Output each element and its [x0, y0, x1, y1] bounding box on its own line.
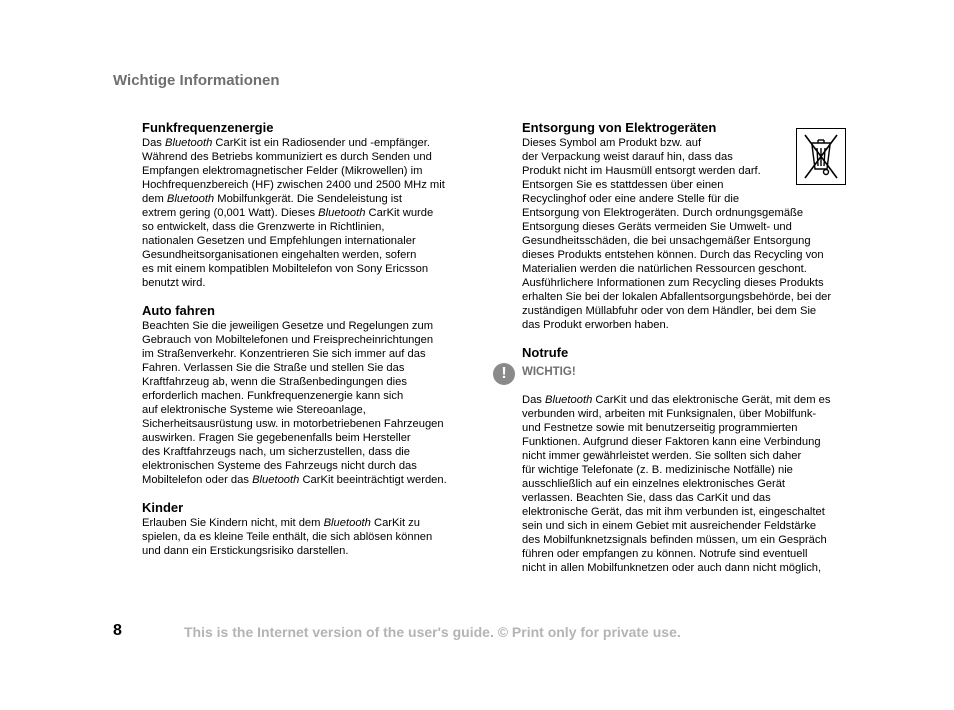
text-line	[522, 547, 852, 561]
page-number: 8	[113, 622, 122, 639]
text-segment: und dann ein Erstickungsrisiko darstellen.	[142, 545, 349, 557]
text-segment: es mit einem kompatiblen Mobiltelefon von Sony Ericsson	[142, 263, 429, 275]
paragraph-kinder	[142, 516, 477, 558]
text-segment: erforderlich machen. Funkfrequenzenergie kann sich	[142, 390, 404, 402]
text-line	[142, 361, 477, 375]
text-segment: sein und sich in einem Gebiet mit ausreichender Feldstärke	[522, 520, 817, 532]
text-segment: Gebrauch von Mobiltelefonen und Freisprecheinrichtungen	[142, 334, 434, 346]
text-line	[142, 276, 477, 290]
text-line	[142, 473, 477, 487]
text-segment: so entwickelt, dass die Grenzwerte in Richtlinien,	[142, 221, 385, 233]
text-segment: zuständigen Müllabfuhr oder von dem Händler, bei dem Sie	[522, 305, 817, 317]
text-segment: auswirken. Fragen Sie gegebenenfalls beim Hersteller	[142, 432, 411, 444]
paragraph-funk	[142, 136, 477, 290]
text-line	[142, 164, 477, 178]
text-segment: Erlauben Sie Kindern nicht, mit dem	[142, 517, 324, 529]
text-line	[522, 304, 852, 318]
text-line	[142, 347, 477, 361]
text-segment: verbunden wird, arbeiten mit Funksignalen, über Mobilfunk-	[522, 408, 817, 420]
italic-term: Bluetooth	[545, 394, 593, 406]
italic-term: Bluetooth	[166, 193, 215, 205]
text-segment: Sicherheitsausrüstung usw. in motorbetriebenen Fahrzeugen	[142, 418, 444, 430]
text-segment: und Festnetze sowie mit benutzerseitig programmierten	[522, 422, 798, 434]
text-line	[522, 421, 852, 435]
text-segment: Während des Betriebs kommuniziert es durch Senden und	[142, 151, 432, 163]
text-segment: benutzt wird.	[142, 277, 206, 289]
text-segment: auf elektronische Systeme wie Stereoanlage,	[142, 404, 366, 416]
text-segment: Gesundheitsschäden, die bei unsachgemäßer Entsorgung	[522, 235, 811, 247]
section-title-entsorgung: Entsorgung von Elektrogeräten	[522, 120, 717, 135]
warning-note	[501, 363, 852, 391]
text-segment: Gesundheitsorganisationen eingehalten werden, sofern	[142, 249, 417, 261]
text-line	[142, 333, 477, 347]
footer-note: This is the Internet version of the user's guide. © Print only for private use.	[184, 624, 681, 640]
left-column	[142, 120, 477, 558]
text-line	[522, 248, 852, 262]
text-line	[142, 530, 477, 544]
text-line	[142, 516, 477, 530]
text-line	[142, 389, 477, 403]
text-line	[142, 150, 477, 164]
text-line	[522, 505, 852, 519]
text-segment: Materialien werden die natürlichen Ressourcen geschont.	[522, 263, 807, 275]
text-segment: nicht immer gewährleistet werden. Sie sollten sich daher	[522, 450, 802, 462]
text-segment: Mobilfunkgerät. Die Sendeleistung ist	[214, 193, 402, 205]
text-segment: ausschließlich auf ein einzelnes elektronisches Gerät	[522, 478, 786, 490]
text-line	[522, 561, 852, 575]
text-line	[142, 431, 477, 445]
text-line	[522, 491, 852, 505]
text-line	[142, 136, 477, 150]
section-title-auto: Auto fahren	[142, 303, 215, 318]
text-segment: elektronische Gerät, das mit ihm verbunden ist, eingeschaltet	[522, 506, 825, 518]
paragraph-auto	[142, 319, 477, 487]
text-segment: führen oder empfangen zu können. Notrufe sind eventuell	[522, 548, 808, 560]
text-segment: Ausführlichere Informationen zum Recycling dieses Produkts	[522, 277, 824, 289]
text-line	[522, 463, 852, 477]
text-line	[522, 234, 852, 248]
text-line	[522, 318, 852, 332]
text-segment: spielen, da es kleine Teile enthält, die sich ablösen können	[142, 531, 433, 543]
text-segment: Fahren. Verlassen Sie die Straße und stellen Sie das	[142, 362, 405, 374]
text-segment: extrem gering (0,001 Watt). Dieses	[142, 207, 319, 219]
text-segment: verlassen. Beachten Sie, dass das CarKit und das	[522, 492, 771, 504]
text-line	[522, 262, 852, 276]
text-segment: Beachten Sie die jeweiligen Gesetze und Regelungen zum	[142, 320, 434, 332]
text-segment: Hochfrequenzbereich (HF) zwischen 2400 und 2500 MHz mit	[142, 179, 445, 191]
text-segment: Entsorgen Sie es stattdessen über einen	[522, 179, 724, 191]
text-line	[522, 407, 852, 421]
text-segment: Empfangen elektromagnetischer Felder (Mikrowellen) im	[142, 165, 423, 177]
text-segment: CarKit zu	[370, 517, 420, 529]
text-segment: nicht in allen Mobilfunknetzen oder auch dann nicht möglich,	[522, 562, 822, 574]
text-segment: elektronischen Systeme des Fahrzeugs nicht durch das	[142, 460, 417, 472]
crossed-out-wheelie-bin-icon	[796, 128, 846, 185]
text-line	[522, 393, 852, 407]
text-segment: CarKit ist ein Radiosender und -empfänger.	[212, 137, 430, 149]
text-segment: Das	[522, 394, 546, 406]
text-segment: Dieses Symbol am Produkt bzw. auf	[522, 137, 702, 149]
text-line	[522, 290, 852, 304]
text-segment: Das	[142, 137, 166, 149]
section-title-notrufe: Notrufe	[522, 345, 569, 360]
italic-term: Bluetooth	[318, 207, 366, 219]
paragraph-notrufe	[522, 393, 852, 575]
text-segment: CarKit wurde	[365, 207, 434, 219]
text-line	[142, 319, 477, 333]
italic-term: Bluetooth	[252, 474, 300, 486]
text-line	[142, 544, 477, 558]
text-line	[142, 248, 477, 262]
italic-term: Bluetooth	[165, 137, 213, 149]
text-line	[522, 533, 852, 547]
section-title-funk: Funkfrequenzenergie	[142, 120, 274, 135]
text-segment: erhalten Sie bei der lokalen Abfallentsorgungsbehörde, bei der	[522, 291, 832, 303]
text-segment: nationalen Gesetzen und Empfehlungen internationaler	[142, 235, 416, 247]
text-segment: Produkt nicht im Hausmüll entsorgt werden darf.	[522, 165, 761, 177]
text-line	[142, 178, 477, 192]
text-line	[142, 459, 477, 473]
text-segment: Funktionen. Aufgrund dieser Faktoren kann eine Verbindung	[522, 436, 821, 448]
text-segment: das Produkt erworben haben.	[522, 319, 669, 331]
text-segment: für wichtige Telefonate (z. B. medizinische Notfälle) nie	[522, 464, 793, 476]
text-line	[522, 192, 852, 206]
text-segment: Entsorgung dieses Geräts vermeiden Sie Umwelt- und	[522, 221, 792, 233]
text-segment: im Straßenverkehr. Konzentrieren Sie sich immer auf das	[142, 348, 426, 360]
text-segment: Kraftfahrzeug ab, wenn die Straßenbedingungen dies	[142, 376, 407, 388]
italic-term: Bluetooth	[323, 517, 371, 529]
right-column	[501, 120, 852, 575]
text-line	[522, 449, 852, 463]
text-line	[142, 192, 477, 206]
text-line	[142, 220, 477, 234]
text-line	[142, 375, 477, 389]
text-line	[142, 403, 477, 417]
text-segment: dem	[142, 193, 167, 205]
text-segment: CarKit beeinträchtigt werden.	[299, 474, 447, 486]
text-line	[142, 445, 477, 459]
text-line	[142, 262, 477, 276]
page-header-title: Wichtige Informationen	[113, 72, 280, 89]
text-segment: Mobiltelefon oder das	[142, 474, 253, 486]
text-segment: CarKit und das elektronische Gerät, mit dem es	[592, 394, 831, 406]
text-segment: Recyclinghof oder eine andere Stelle für die	[522, 193, 740, 205]
section-title-kinder: Kinder	[142, 500, 184, 515]
text-segment: dieses Produkts entstehen können. Durch das Recycling von	[522, 249, 824, 261]
text-segment: des Mobilfunknetzsignals befinden müssen, um ein Gespräch	[522, 534, 827, 546]
warning-label: WICHTIG!	[522, 366, 576, 378]
text-segment: Entsorgung von Elektrogeräten. Durch ordnungsgemäße	[522, 207, 804, 219]
text-line	[142, 234, 477, 248]
exclamation-circle-icon: !	[493, 363, 515, 385]
text-line	[522, 519, 852, 533]
text-line	[522, 220, 852, 234]
text-line	[522, 276, 852, 290]
text-line	[142, 206, 477, 220]
text-line	[522, 206, 852, 220]
text-line	[522, 477, 852, 491]
text-segment: des Kraftfahrzeugs nach, um sicherzustellen, dass die	[142, 446, 411, 458]
text-line	[142, 417, 477, 431]
text-segment: der Verpackung weist darauf hin, dass das	[522, 151, 733, 163]
text-line	[522, 435, 852, 449]
